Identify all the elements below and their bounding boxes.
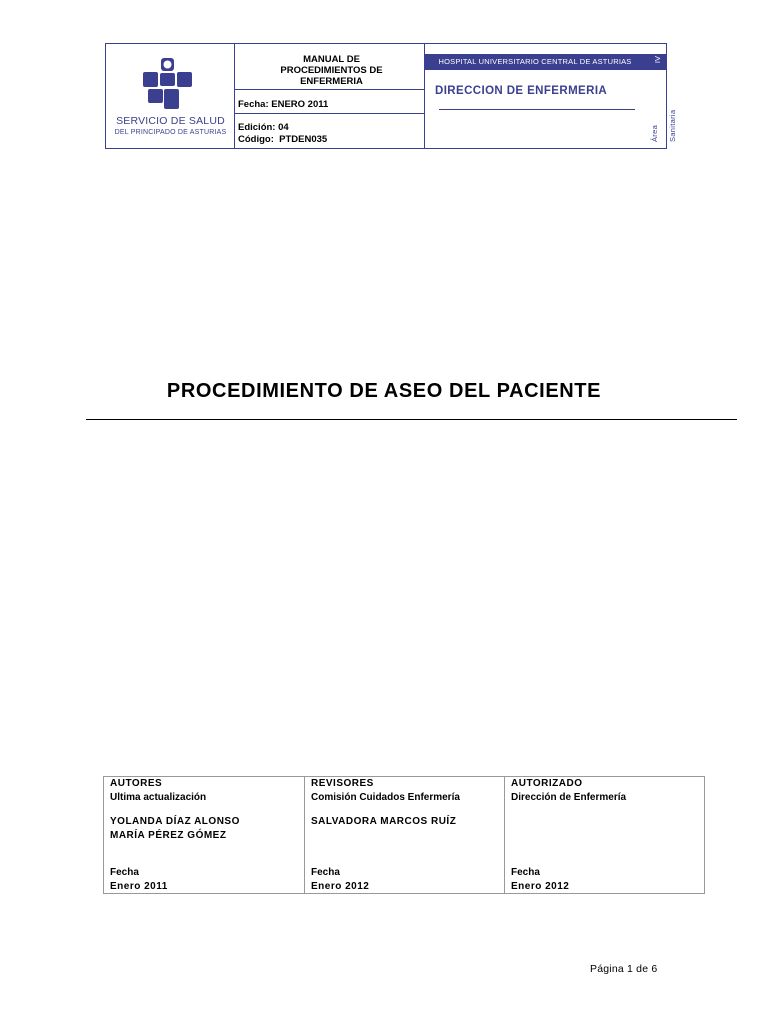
hospital-cell [425,44,677,148]
manual-title [235,44,424,90]
authors-table [103,776,705,894]
header-fecha: Fecha: ENERO 2011 [235,90,424,114]
edition-block [238,122,327,146]
column-subheading: Dirección de Enfermería [511,792,627,803]
edition-label: Edición: 04 [238,122,289,133]
logo-title: SERVICIO DE SALUD [116,115,225,127]
column-subheading: Ultima actualización [110,792,207,803]
health-cross-logo-icon [139,52,203,112]
reviewers-column [304,777,504,893]
code-label: Código: PTDEN035 [238,134,328,145]
authors-column [104,777,304,893]
column-heading: AUTORIZADO [511,778,583,789]
logo-cell [106,44,235,148]
fecha-label: Fecha [110,867,139,878]
manual-title-line: MANUAL DE [303,54,360,65]
document-title: PROCEDIMIENTO DE ASEO DEL PACIENTE [166,380,602,402]
direccion-title: DIRECCION DE ENFERMERIA [435,85,608,97]
manual-info-cell [235,44,425,148]
manual-title-line: PROCEDIMIENTOS DE [280,65,383,76]
fecha-label: Fecha [311,867,340,878]
direccion-underline [439,109,635,110]
author-name: YOLANDA DÍAZ ALONSO [110,816,240,827]
column-heading: AUTORES [110,778,163,789]
column-subheading: Comisión Cuidados Enfermería [311,792,460,803]
document-header [105,43,677,149]
fecha-value: Enero 2012 [511,881,570,892]
reviewer-name: SALVADORA MARCOS RUÍZ [311,816,457,827]
author-name: MARÍA PÉREZ GÓMEZ [110,830,227,841]
area-label: Área Sanitaria [650,109,677,142]
manual-title-line: ENFERMERIA [300,76,363,87]
authorized-column [504,777,704,893]
column-heading: REVISORES [311,778,374,789]
hospital-banner: HOSPITAL UNIVERSITARIO CENTRAL DE ASTURIAS [425,54,645,70]
fecha-value: Enero 2011 [110,881,168,892]
title-divider [86,419,737,420]
fecha-value: Enero 2012 [311,881,370,892]
logo-subtitle: DEL PRINCIPADO DE ASTURIAS [114,129,227,136]
page-number: Página 1 de 6 [590,963,658,975]
fecha-label: Fecha [511,867,540,878]
area-number: IV [653,56,662,64]
